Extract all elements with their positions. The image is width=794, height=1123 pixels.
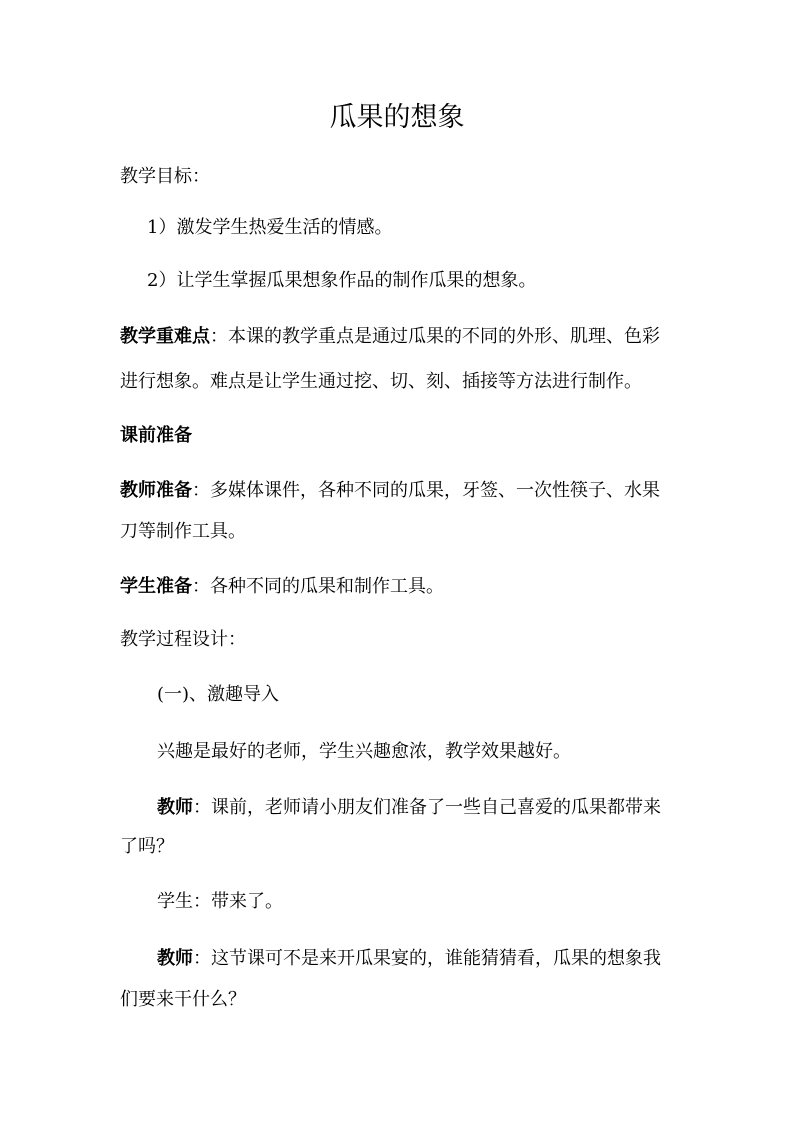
teacher-preparation-text: ：多媒体课件，各种不同的瓜果，牙签、一次性筷子、水果 [192, 480, 660, 501]
student-preparation-label: 学生准备 [120, 576, 192, 597]
teacher-preparation-line [120, 478, 660, 504]
dialog-line-continuation: 了吗？ [120, 836, 174, 857]
key-points-line [120, 324, 660, 350]
dialog-speaker: 教师 [157, 948, 193, 969]
dialog-speaker: 学生 [157, 891, 193, 912]
page-title: 瓜果的想象 [329, 102, 465, 133]
process-heading: 教学过程设计： [120, 629, 246, 650]
dialog-text: ：这节课可不是来开瓜果宴的，谁能猜猜看，瓜果的想象我 [193, 948, 661, 969]
objectives-heading: 教学目标： [120, 166, 210, 187]
student-preparation-line [120, 574, 444, 600]
teacher-preparation-label: 教师准备 [120, 480, 192, 501]
dialog-text: ：课前，老师请小朋友们准备了一些自己喜爱的瓜果都带来 [193, 797, 661, 818]
teacher-preparation-line-2: 刀等制作工具。 [120, 521, 246, 542]
dialog-line-continuation: 们要来干什么？ [120, 989, 246, 1010]
preparation-heading: 课前准备 [120, 425, 192, 446]
objective-item: 1）激发学生热爱生活的情感。 [147, 217, 393, 238]
dialog-line [157, 946, 661, 972]
student-preparation-text: ：各种不同的瓜果和制作工具。 [192, 576, 444, 597]
paragraph: 兴趣是最好的老师，学生兴趣愈浓，教学效果越好。 [157, 741, 571, 762]
dialog-line [157, 889, 283, 915]
section-heading: (一)、激趣导入 [157, 684, 280, 705]
dialog-line [157, 795, 661, 821]
key-points-label: 教学重难点 [120, 326, 210, 347]
dialog-text: ：带来了。 [193, 891, 283, 912]
key-points-line-2: 进行想象。难点是让学生通过挖、切、刻、插接等方法进行制作。 [120, 371, 642, 392]
key-points-text: ：本课的教学重点是通过瓜果的不同的外形、肌理、色彩 [210, 326, 660, 347]
dialog-speaker: 教师 [157, 797, 193, 818]
objective-item: 2）让学生掌握瓜果想象作品的制作瓜果的想象。 [147, 270, 537, 291]
